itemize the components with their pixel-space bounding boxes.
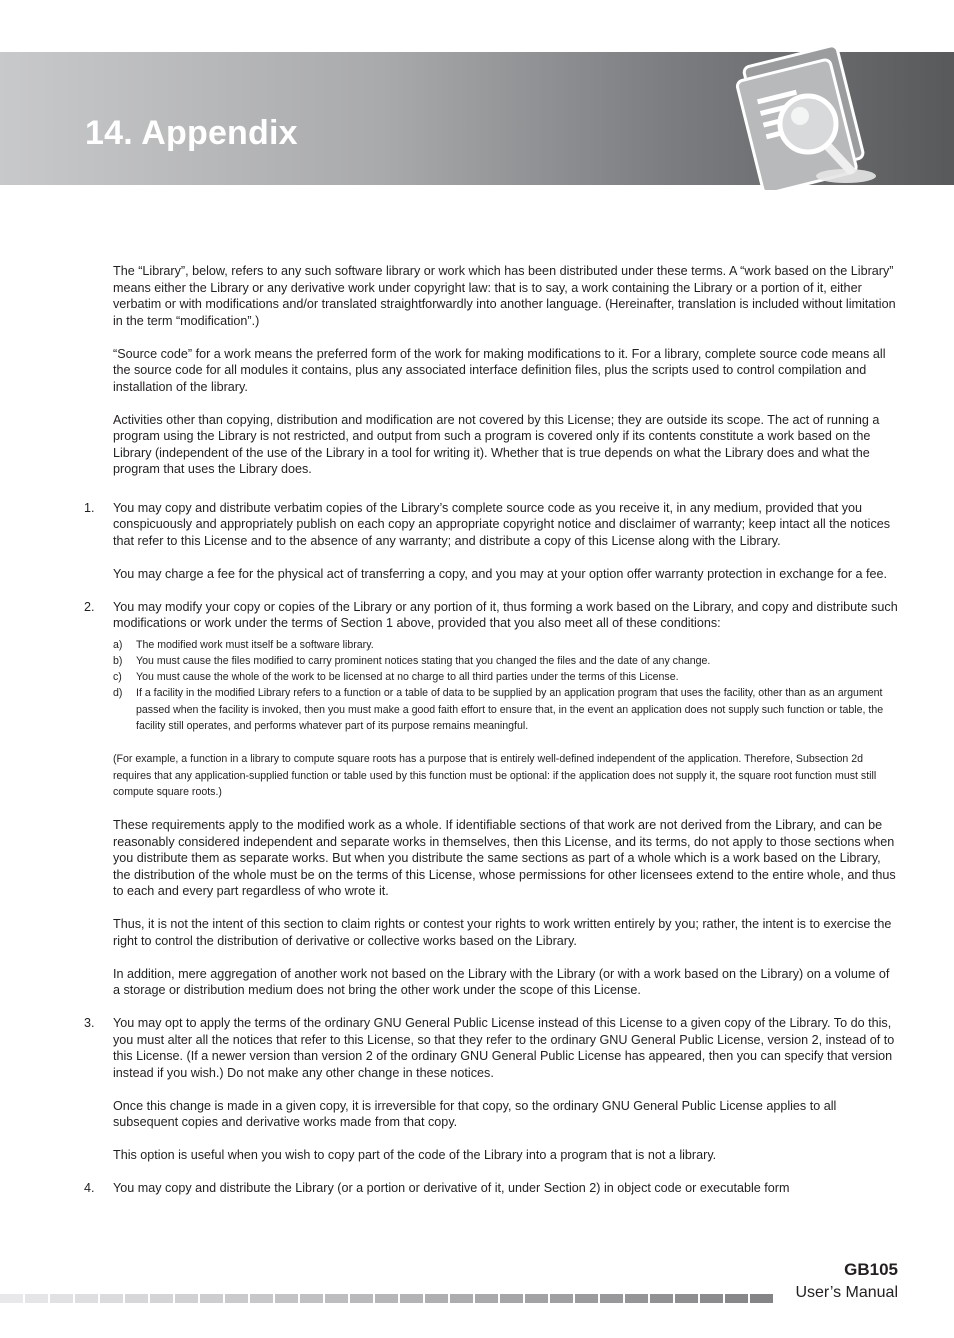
footer-bar-segment [650, 1294, 673, 1303]
section-paragraph: Once this change is made in a given copy, it is irreversible for that copy, so the ordinary GNU General Public License applies to all subsequent copies and derivative works made from that copy. [113, 1098, 837, 1130]
footer-bar-segment [50, 1294, 73, 1303]
section-2 [0, 599, 954, 632]
model-name: GB105 [844, 1260, 898, 1279]
footer-bar-segment [525, 1294, 548, 1303]
footer-bar-segment [450, 1294, 473, 1303]
footer-bar-segment [225, 1294, 248, 1303]
footer-decor-bar [0, 1294, 765, 1303]
footer-bar-segment [425, 1294, 448, 1303]
section-paragraph: In addition, mere aggregation of another work not based on the Library with the Library (or with a work based on the Library) on a volume of a storage or distribution medium does not bring the other work under the scope of this License. [113, 966, 890, 998]
manual-label: User’s Manual [795, 1284, 898, 1301]
list-text: You must cause the files modified to carry prominent notices stating that you changed the files and the date of any change. [136, 654, 711, 667]
footer-bar-segment [625, 1294, 648, 1303]
section-4 [0, 1180, 954, 1197]
footer-bar-segment [150, 1294, 173, 1303]
list-item [113, 653, 898, 669]
list-item [113, 685, 898, 734]
example-note: (For example, a function in a library to compute square roots has a purpose that is entirely well-defined independent of the application. Therefore, Subsection 2d requires that any application-supplied function or table used by this function must be optional: if the application does not supply it, the square root function must still compute square roots.) [113, 753, 877, 799]
list-letter: b) [113, 654, 123, 667]
footer-bar-segment [300, 1294, 323, 1303]
license-text [0, 263, 954, 1197]
section-number: 2. [84, 599, 95, 614]
footer-bar-segment [575, 1294, 598, 1303]
footer-bar-segment [100, 1294, 123, 1303]
section-text: You may opt to apply the terms of the ordinary GNU General Public License instead of this License to a given copy of the Library. To do this, you must alter all the notices that refer to this License, so that they refer to the ordinary GNU General Public License, version 2, instead of to this License. (If a newer version than version 2 of the ordinary GNU General Public License has appeared, then you can specify that version instead if you wish.) Do not make any other change in these notices. [113, 1016, 895, 1080]
footer-bar-segment [350, 1294, 373, 1303]
footer-bar-segment [125, 1294, 148, 1303]
list-letter: d) [113, 687, 123, 700]
list-item [113, 637, 898, 653]
footer-bar-segment [500, 1294, 523, 1303]
section-number: 1. [84, 500, 95, 515]
document-search-icon [726, 44, 886, 190]
page-title: 14. Appendix [85, 114, 298, 152]
section-text: You may copy and distribute verbatim copies of the Library’s complete source code as you receive it, in any medium, provided that you conspicuously and appropriately publish on each copy an appropriate copyright notice and disclaimer of warranty; keep intact all the notices that refer to this License and to the absence of any warranty; and distribute a copy of this License along with the Library. [113, 500, 891, 548]
footer-bar-segment [400, 1294, 423, 1303]
list-text: The modified work must itself be a software library. [136, 638, 374, 651]
footer-bar-segment [675, 1294, 698, 1303]
footer-bar-segment [75, 1294, 98, 1303]
list-text: If a facility in the modified Library refers to a function or a table of data to be supplied by an application program that uses the facility, other than as an argument passed when the facility is invoked, then you must make a good faith effort to ensure that, in the event an application does not supply such function or table, the facility still operates, and performs whatever part of its purpose remains meaningful. [136, 687, 884, 732]
section-paragraph: Thus, it is not the intent of this section to claim rights or contest your rights to work written entirely by you; rather, the intent is to exercise the right to control the distribution of derivative or collective works based on the Library. [113, 917, 892, 948]
footer-bar-segment [250, 1294, 273, 1303]
footer-bar-segment [600, 1294, 623, 1303]
section-number: 4. [84, 1181, 95, 1196]
footer-bar-segment [325, 1294, 348, 1303]
section-3 [0, 1015, 954, 1081]
section-text: You may copy and distribute the Library (or a portion or derivative of it, under Section 2) in object code or executable form [113, 1181, 790, 1196]
intro-paragraph: “Source code” for a work means the preferred form of the work for making modifications to it. For a library, complete source code means all the source code for all modules it contains, plus any associated interface definition files, plus the scripts used to control compilation and installation of the library. [113, 346, 886, 394]
intro-paragraph: Activities other than copying, distribution and modification are not covered by this License; they are outside its scope. The act of running a program using the Library is not restricted, and output from such a program is covered only if its contents constitute a work based on the Library (independent of the use of the Library in a tool for writing it). Whether that is true depends on what the Library does and what the program that uses the Library does. [113, 412, 880, 476]
section-1 [0, 500, 954, 550]
section-paragraph: These requirements apply to the modified work as a whole. If identifiable sections of that work are not derived from the Library, and can be reasonably considered independent and separate works in themselves, then this License, and its terms, do not apply to those sections when you distribute them as separate works. But when you distribute the same sections as part of a whole which is a work based on the Library, the distribution of the whole must be on the terms of this License, whose permissions for other licensees extend to the entire whole, and thus to each and every part regardless of who wrote it. [113, 818, 896, 899]
section-text: You may modify your copy or copies of the Library or any portion of it, thus forming a work based on the Library, and copy and distribute such modifications or work under the terms of Section 1 above, provided that you also meet all of these conditions: [113, 599, 898, 630]
list-letter: c) [113, 671, 122, 684]
footer-bar-segment [475, 1294, 498, 1303]
footer-bar-segment [200, 1294, 223, 1303]
section-paragraph: This option is useful when you wish to copy part of the code of the Library into a program that is not a library. [113, 1148, 717, 1163]
footer-bar-segment [700, 1294, 723, 1303]
footer-bar-segment [750, 1294, 773, 1303]
section-paragraph: You may charge a fee for the physical act of transferring a copy, and you may at your option offer warranty protection in exchange for a fee. [113, 566, 888, 581]
section-number: 3. [84, 1016, 95, 1031]
footer-bar-segment [550, 1294, 573, 1303]
footer-bar-segment [25, 1294, 48, 1303]
footer-bar-segment [375, 1294, 398, 1303]
footer-bar-segment [275, 1294, 298, 1303]
footer-bar-segment [725, 1294, 748, 1303]
list-item [113, 669, 898, 685]
conditions-list [113, 637, 898, 735]
footer-bar-segment [175, 1294, 198, 1303]
list-text: You must cause the whole of the work to be licensed at no charge to all third parties under the terms of this License. [136, 671, 679, 684]
intro-paragraph: The “Library”, below, refers to any such software library or work which has been distributed under these terms. A “work based on the Library” means either the Library or any derivative work under copyright law: that is to say, a work containing the Library or a portion of it, either verbatim or with modifications and/or translated straightforwardly into another language. (Hereinafter, translation is included without limitation in the term “modification”.) [113, 264, 896, 328]
footer-bar-segment [0, 1294, 23, 1303]
list-letter: a) [113, 638, 123, 651]
